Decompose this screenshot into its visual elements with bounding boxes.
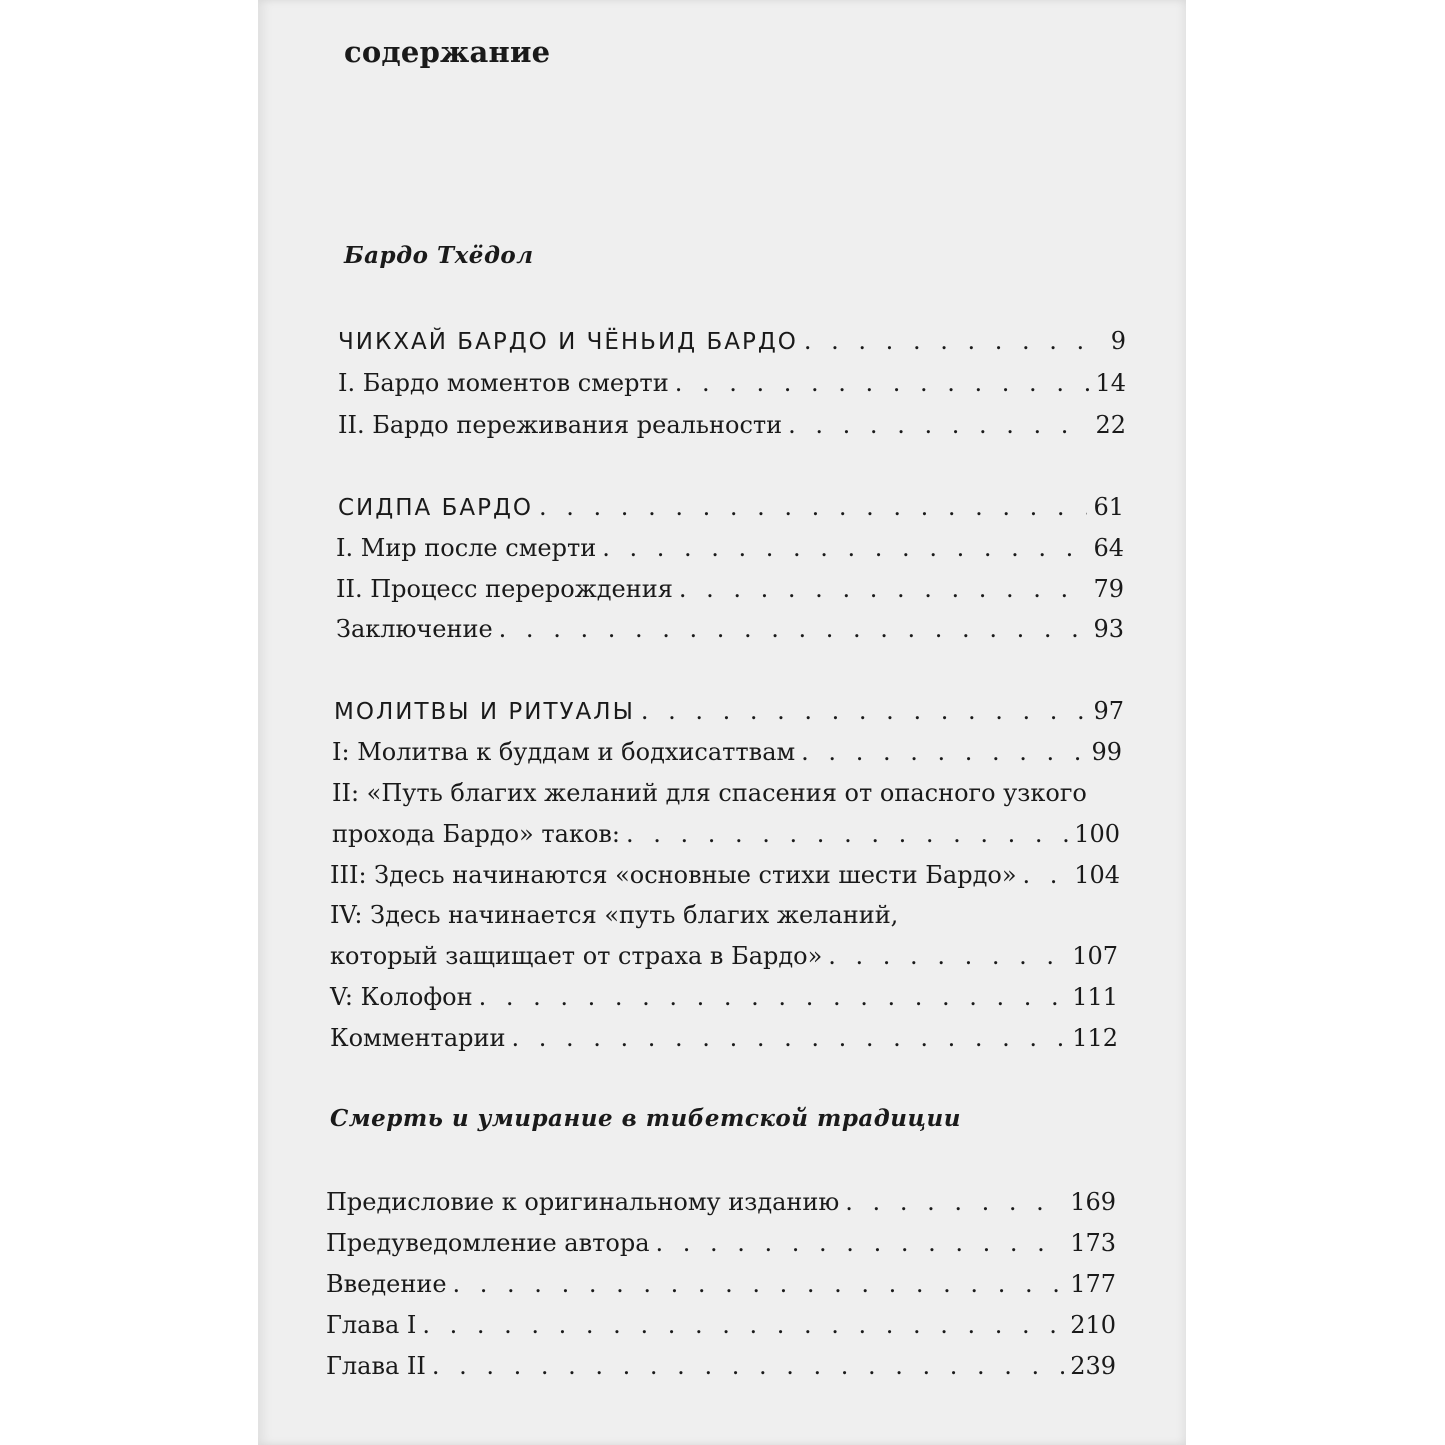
toc-entry-label: II. Бардо переживания реальности	[338, 411, 783, 439]
leader-dots	[453, 1269, 1065, 1299]
toc-entry-page: 100	[1074, 820, 1120, 848]
toc-entry[interactable]	[338, 410, 1126, 440]
leader-dots	[641, 696, 1088, 726]
toc-entry-label: IV: Здесь начинается «путь благих желаний,	[330, 901, 899, 929]
toc-entry[interactable]	[330, 860, 1120, 890]
toc-entry-label: III: Здесь начинаются «основные стихи шести Бардо»	[330, 861, 1017, 889]
leader-dots	[804, 326, 1105, 356]
toc-entry-page: 99	[1091, 738, 1122, 766]
toc-entry-label: Введение	[326, 1270, 447, 1298]
toc-entry-page: 79	[1093, 575, 1124, 603]
toc-entry-page: 93	[1093, 615, 1124, 643]
toc-entry-page: 61	[1093, 493, 1124, 521]
leader-dots	[679, 574, 1088, 604]
toc-entry[interactable]	[334, 696, 1124, 727]
book-page	[258, 0, 1186, 1445]
leader-dots	[539, 492, 1087, 522]
toc-entry-page: 14	[1095, 369, 1126, 397]
leader-dots	[479, 982, 1067, 1012]
part-title-1: Бардо Тхёдол	[344, 242, 534, 269]
leader-dots	[602, 533, 1087, 563]
leader-dots	[828, 941, 1066, 971]
toc-entry[interactable]	[326, 1351, 1116, 1381]
toc-entry-label: Заключение	[336, 615, 493, 643]
toc-entry-label: II: «Путь благих желаний для спасения от опасного узкого	[332, 779, 1087, 807]
toc-entry-page: 9	[1110, 327, 1126, 355]
toc-entry-page: 111	[1072, 983, 1118, 1011]
leader-dots	[626, 819, 1068, 849]
toc-entry-label: который защищает от страха в Бардо»	[330, 942, 823, 970]
toc-entry[interactable]	[332, 819, 1120, 849]
leader-dots	[656, 1228, 1065, 1258]
toc-entry-label: СИДПА БАРДО	[338, 495, 534, 521]
leader-dots	[845, 1187, 1064, 1217]
leader-dots	[788, 410, 1089, 440]
toc-entry-page: 210	[1070, 1311, 1116, 1339]
toc-entry-page: 107	[1072, 942, 1118, 970]
toc-entry-page: 173	[1070, 1229, 1116, 1257]
toc-entry-page: 177	[1070, 1270, 1116, 1298]
toc-entry[interactable]	[336, 614, 1124, 644]
leader-dots	[1023, 860, 1069, 890]
toc-entry-label: V: Колофон	[330, 983, 473, 1011]
toc-entry-page: 112	[1072, 1024, 1118, 1052]
leader-dots	[801, 737, 1085, 767]
toc-entry[interactable]	[330, 982, 1118, 1012]
toc-entry[interactable]	[326, 1187, 1116, 1217]
toc-entry-label: I. Бардо моментов смерти	[338, 369, 669, 397]
toc-entry-page: 22	[1095, 411, 1126, 439]
leader-dots	[499, 614, 1088, 644]
leader-dots	[432, 1351, 1064, 1381]
toc-entry[interactable]	[330, 1023, 1118, 1053]
toc-entry-label: Глава I	[326, 1311, 417, 1339]
toc-entry-label: I: Молитва к буддам и бодхисаттвам	[332, 738, 796, 766]
part-title-2: Смерть и умирание в тибетской традиции	[330, 1105, 961, 1132]
toc-entry[interactable]	[330, 941, 1118, 971]
toc-entry[interactable]	[336, 533, 1124, 563]
toc-entry-page: 169	[1070, 1188, 1116, 1216]
toc-entry[interactable]	[338, 368, 1126, 398]
toc-entry[interactable]	[338, 492, 1124, 523]
toc-entry-page: 104	[1074, 861, 1120, 889]
toc-entry[interactable]	[326, 1310, 1116, 1340]
toc-entry-label: ЧИКХАЙ БАРДО И ЧЁНЬИД БАРДО	[338, 329, 798, 355]
toc-entry-label: I. Мир после смерти	[336, 534, 597, 562]
toc-entry[interactable]	[332, 737, 1122, 767]
toc-entry-label: Предисловие к оригинальному изданию	[326, 1188, 840, 1216]
toc-entry[interactable]	[326, 1269, 1116, 1299]
toc-entry-label: Предуведомление автора	[326, 1229, 650, 1257]
leader-dots	[422, 1310, 1064, 1340]
toc-entry[interactable]	[336, 574, 1124, 604]
leader-dots	[675, 368, 1090, 398]
toc-entry[interactable]	[338, 326, 1126, 357]
toc-entry-label: Комментарии	[330, 1024, 506, 1052]
toc-entry-label: Глава II	[326, 1352, 426, 1380]
toc-entry-page: 97	[1093, 697, 1124, 725]
page-title: содержание	[344, 35, 551, 69]
leader-dots	[512, 1023, 1067, 1053]
toc-entry-label: МОЛИТВЫ И РИТУАЛЫ	[334, 699, 635, 725]
toc-entry[interactable]	[326, 1228, 1116, 1258]
toc-entry-label: II. Процесс перерождения	[336, 575, 673, 603]
toc-entry-label: прохода Бардо» таков:	[332, 820, 620, 848]
toc-entry-page: 239	[1070, 1352, 1116, 1380]
toc-entry-page: 64	[1093, 534, 1124, 562]
